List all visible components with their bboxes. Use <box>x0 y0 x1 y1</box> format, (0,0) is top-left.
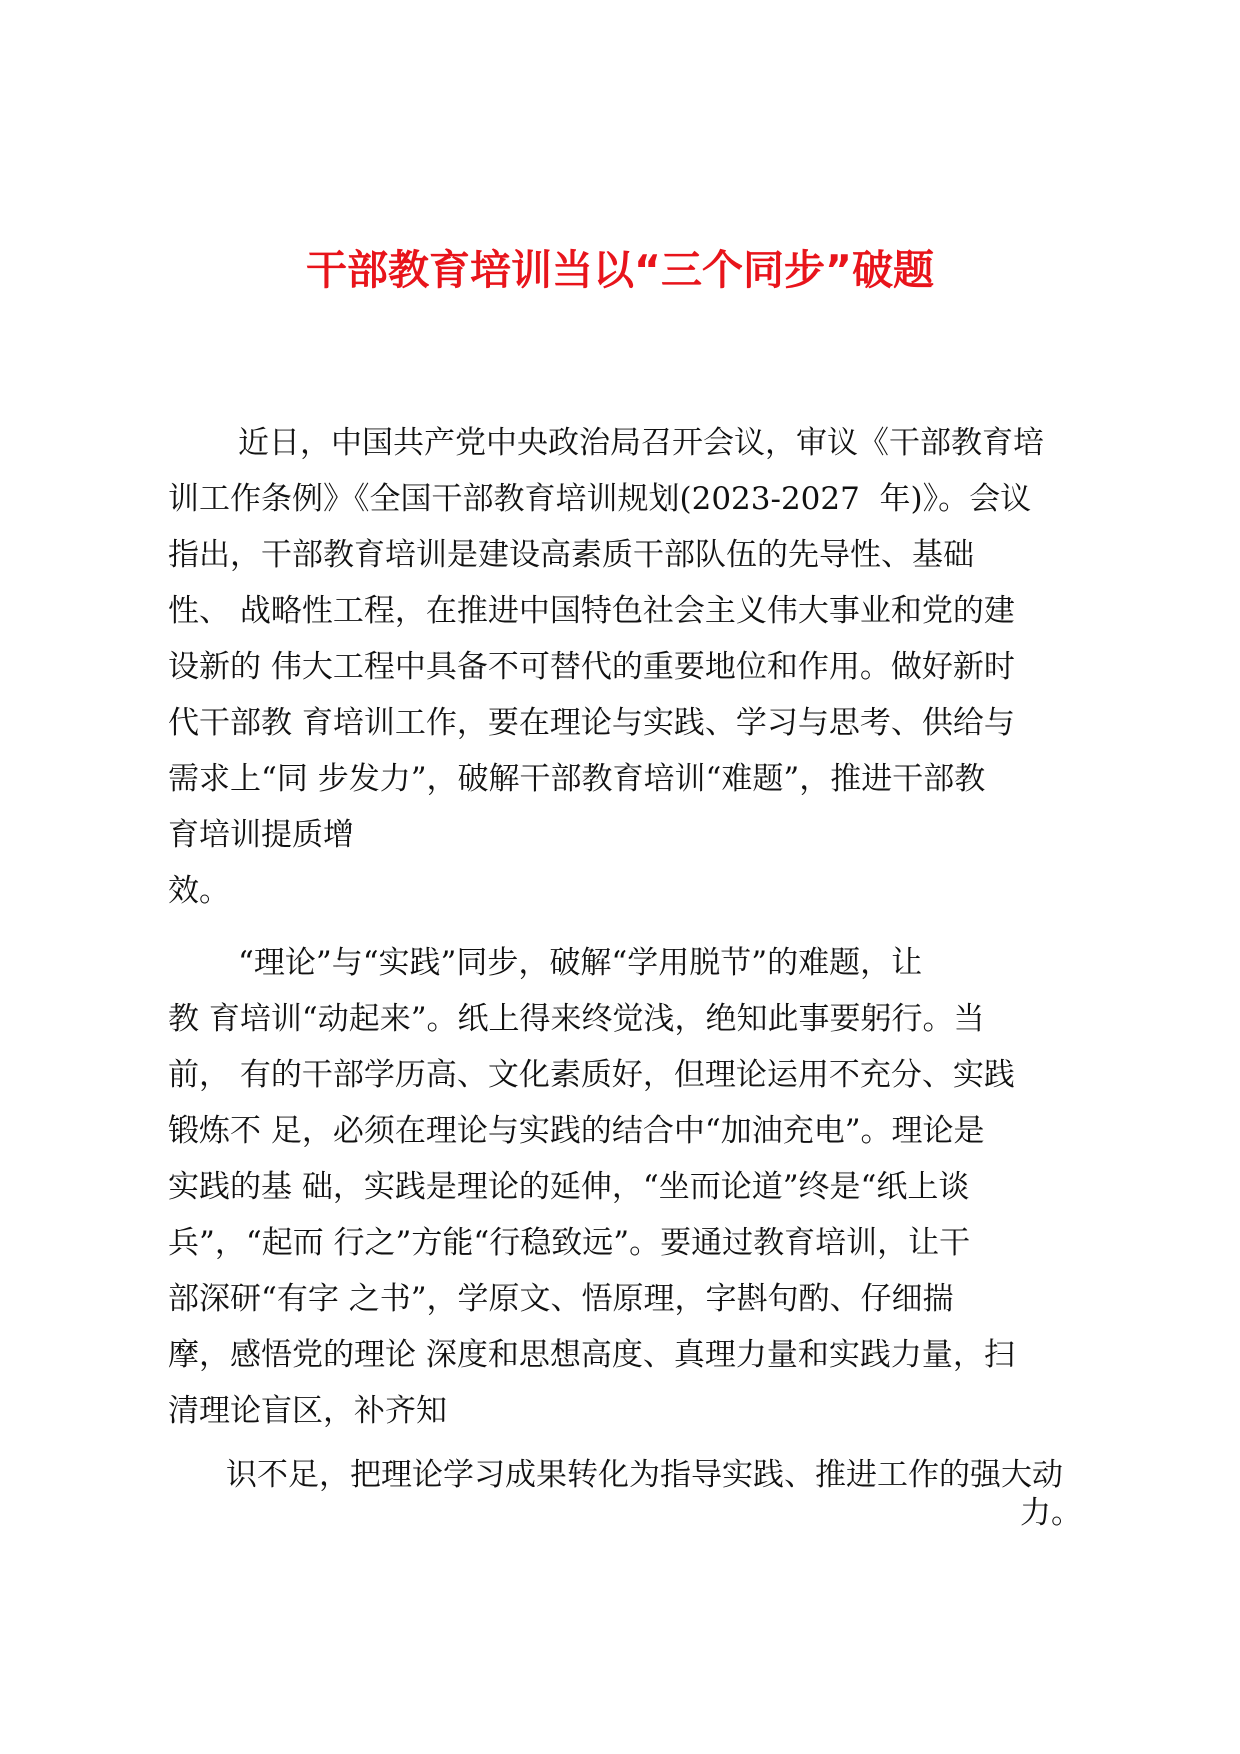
paragraph-1-line: 指出，干部教育培训是建设高素质干部队伍的先导性、基础 <box>168 537 974 573</box>
document-title: 干部教育培训当以“三个同步”破题 <box>306 246 934 294</box>
paragraph-1-line: 性、 战略性工程，在推进中国特色社会主义伟大事业和党的建 <box>168 593 1015 629</box>
paragraph-2-line: 部深研“有字 之书”，学原文、悟原理，字斟句酌、仔细揣 <box>168 1281 954 1317</box>
paragraph-3-line: 力。 <box>1020 1495 1082 1531</box>
paragraph-2-line: 锻炼不 足，必须在理论与实践的结合中“加油充电”。理论是 <box>168 1113 985 1149</box>
paragraph-2-line: 摩，感悟党的理论 深度和思想高度、真理力量和实践力量，扫 <box>168 1337 1015 1373</box>
paragraph-3-line: 识不足，把理论学习成果转化为指导实践、推进工作的强大动 <box>226 1457 1063 1493</box>
paragraph-2-line: “理论”与“实践”同步，破解“学用脱节”的难题，让 <box>238 945 923 981</box>
paragraph-2-line: 清理论盲区，补齐知 <box>168 1393 447 1429</box>
paragraph-2-line: 前， 有的干部学历高、文化素质好，但理论运用不充分、实践 <box>168 1057 1015 1093</box>
paragraph-2-line: 实践的基 础，实践是理论的延伸，“坐而论道”终是“纸上谈 <box>168 1169 970 1205</box>
paragraph-1-line: 育培训提质增 <box>168 817 354 853</box>
paragraph-1-line: 代干部教 育培训工作，要在理论与实践、学习与思考、供给与 <box>168 705 1015 741</box>
paragraph-2-line: 兵”，“起而 行之”方能“行稳致远”。要通过教育培训，让干 <box>168 1225 971 1261</box>
paragraph-1-line: 近日，中国共产党中央政治局召开会议，审议《干部教育培 <box>238 425 1044 461</box>
paragraph-1-line: 训工作条例》《全国干部教育培训规划(2023-2027 年)》。会议 <box>168 481 1032 517</box>
paragraph-1-line: 需求上“同 步发力”，破解干部教育培训“难题”，推进干部教 <box>168 761 986 797</box>
paragraph-2-line: 教 育培训“动起来”。纸上得来终觉浅，绝知此事要躬行。当 <box>168 1001 985 1037</box>
paragraph-1-line: 设新的 伟大工程中具备不可替代的重要地位和作用。做好新时 <box>168 649 1015 685</box>
paragraph-1-line: 效。 <box>168 873 230 909</box>
